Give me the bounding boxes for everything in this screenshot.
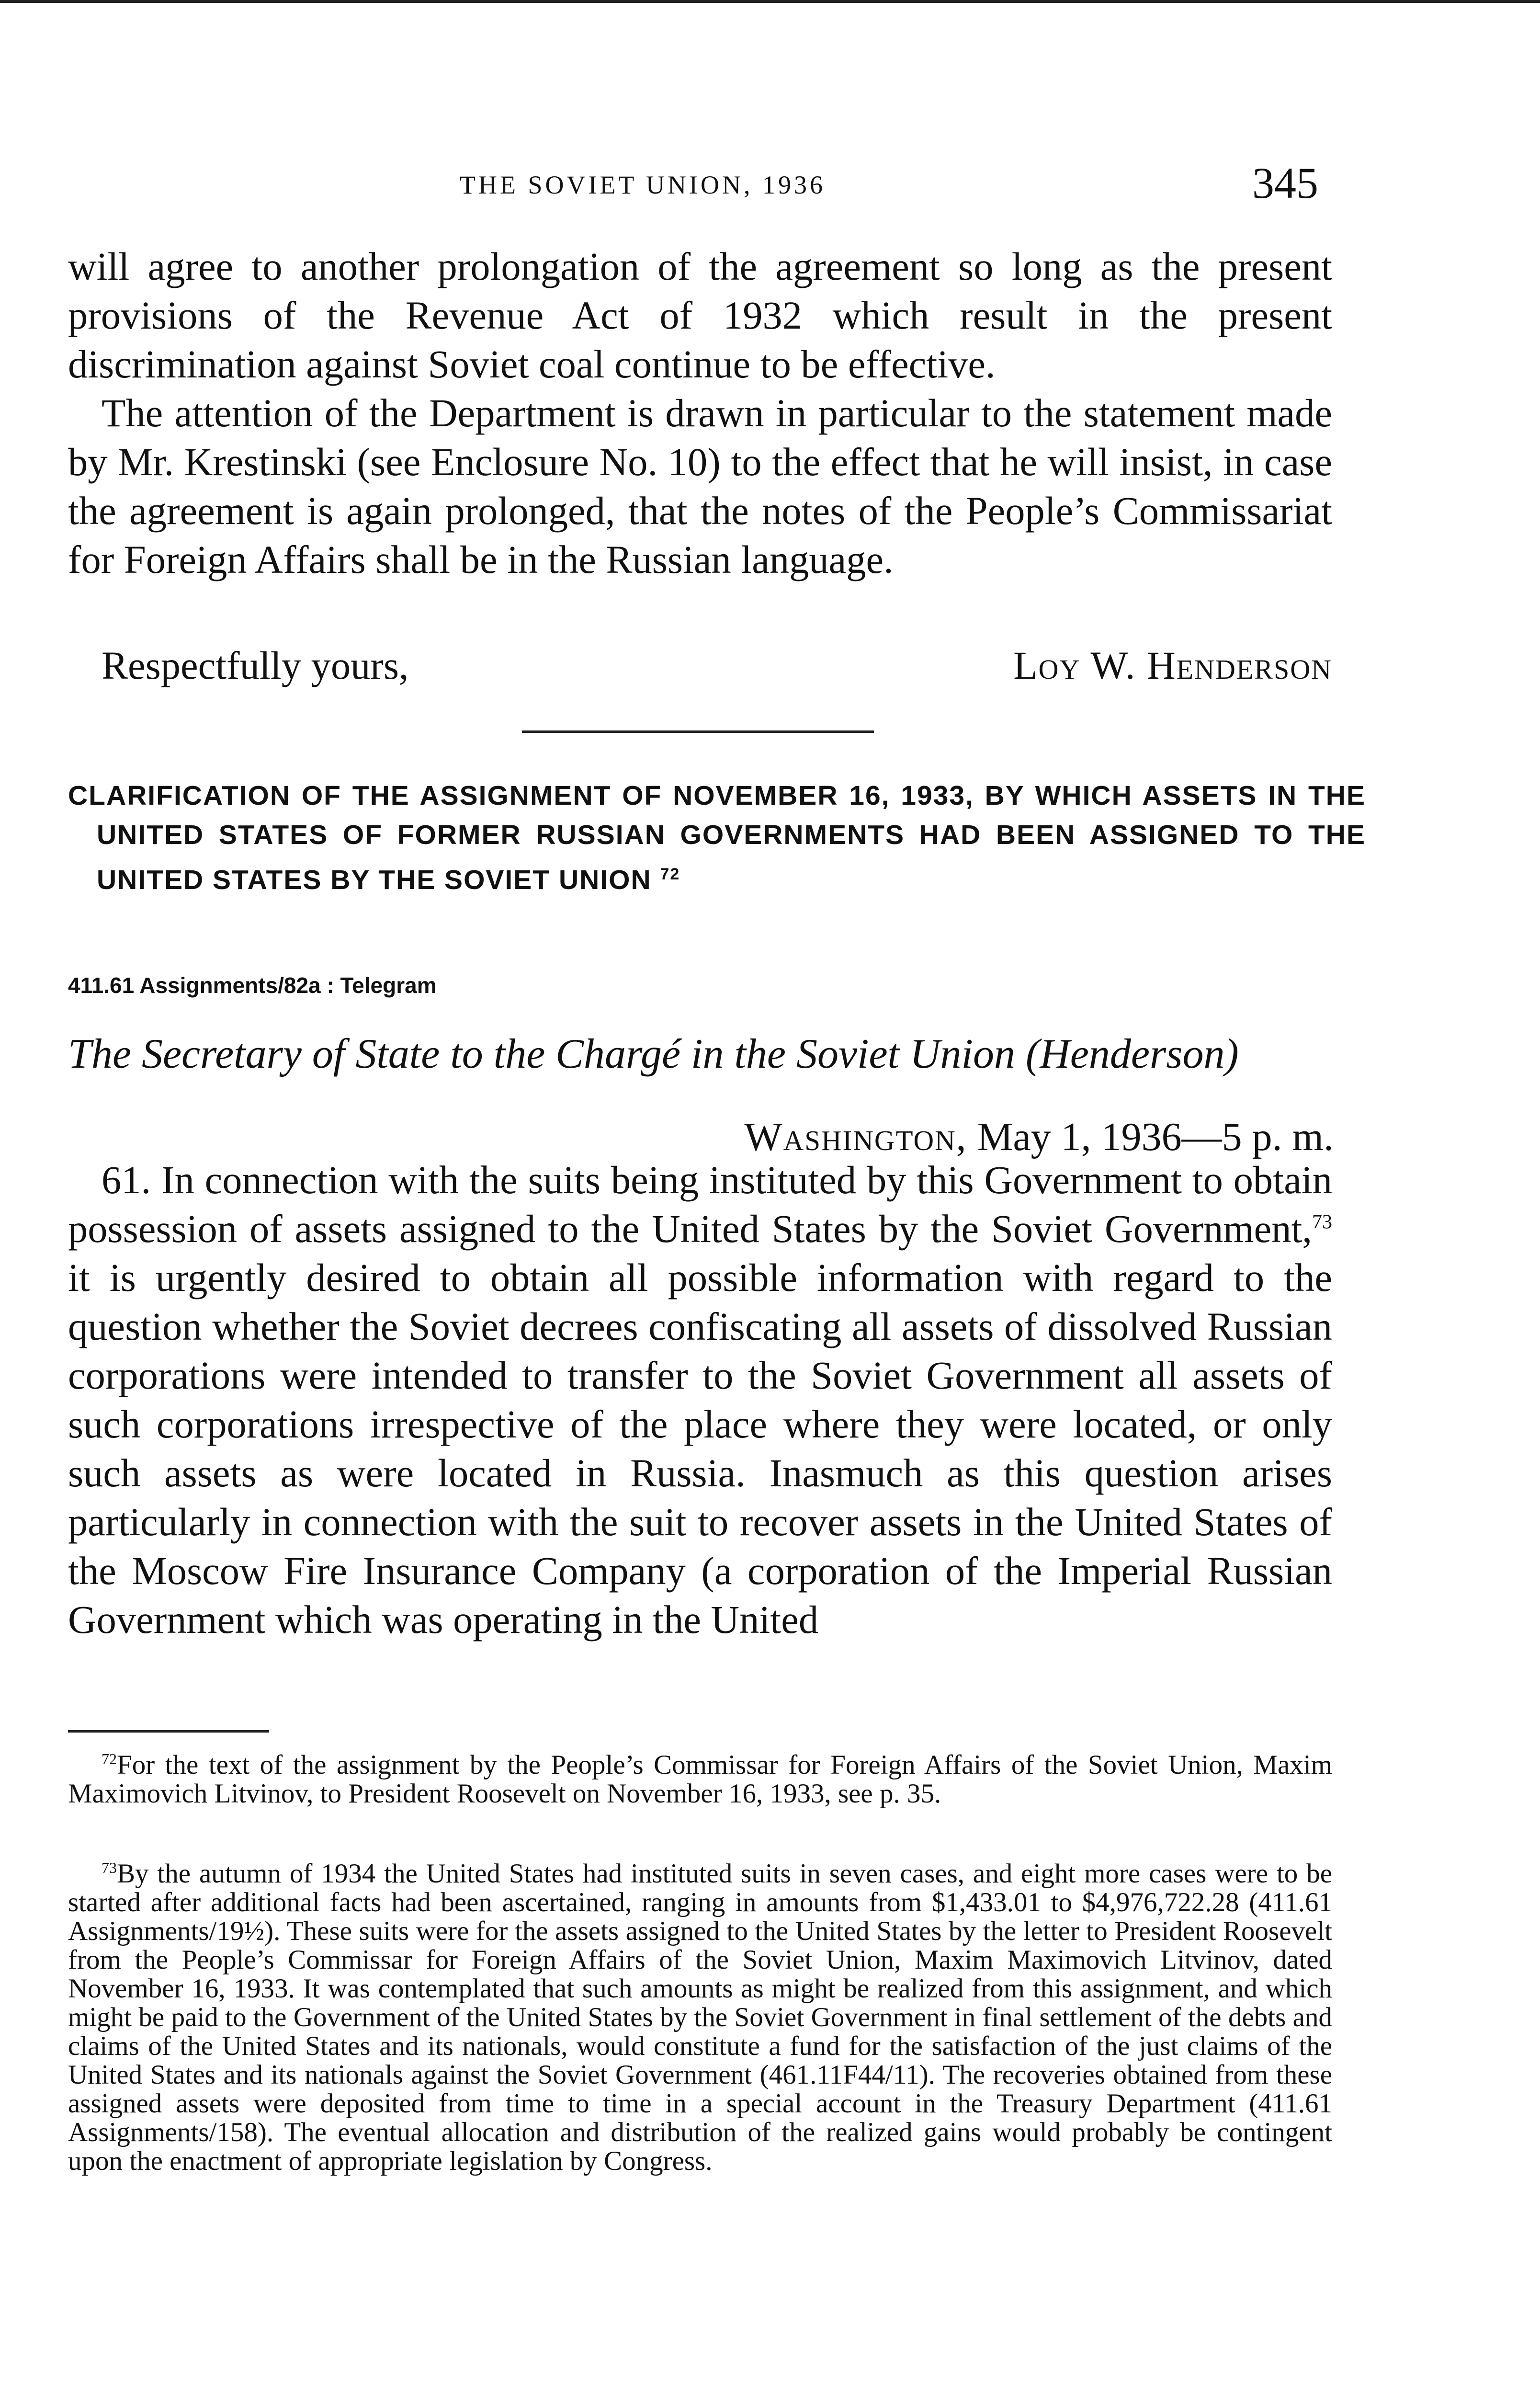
dateline-place: Washington,	[744, 1115, 967, 1159]
signature: Loy W. Henderson	[1013, 643, 1332, 687]
section-heading	[68, 776, 1366, 900]
telegram-body	[68, 1155, 1332, 1644]
footnote-number: 73	[102, 1859, 117, 1876]
footnote-text: By the autumn of 1934 the United States had instituted suits in seven cases, and eight more cases were to be started after additional facts had been ascertained, ranging in amounts from $1,433.01 to $4,976,722.28 (411.61 Assignments/19½). These suits were for the assets assigned to the United States by the letter to President Roosevelt from the People’s Commissar for Foreign Affairs of the Soviet Union, Maxim Maximovich Litvinov, dated November 16, 1933. It was contemplated that such amounts as might be realized from this assignment, and which might be paid to the Government of the United States by the Soviet Government in final settlement of the debts and claims of the United States and its nationals, would constitute a fund for the satisfaction of the just claims of the United States and its nationals against the Soviet Government (461.11F44/11). The recoveries obtained from these assigned assets were deposited from time to time in a special account in the Treasury Department (411.61 Assignments/158). The eventual allocation and distribution of the realized gains would probably be contingent upon the enactment of appropriate legislation by Congress.	[68, 1859, 1332, 2176]
top-border-rule	[0, 0, 1540, 3]
dateline	[690, 1114, 1334, 1160]
running-title: THE SOVIET UNION, 1936	[460, 171, 826, 199]
footnote-73	[68, 1859, 1332, 2176]
footnote-rule	[68, 1730, 269, 1733]
footnote-text: For the text of the assignment by the People’s Commissar for Foreign Affairs of the Soviet Union, Maxim Maximovich Litvinov, to President Roosevelt on November 16, 1933, see p. 35.	[68, 1750, 1332, 1809]
telegram-footnote-ref: 73	[1312, 1211, 1332, 1233]
paragraph-continuation: will agree to another prolongation of the agreement so long as the present provisions of the Revenue Act of 1932 which result in the present discrimination against Soviet coal continue to be effective.	[68, 244, 1332, 386]
telegram-text-part1: 61. In connection with the suits being instituted by this Government to obtain possession of assets assigned to the United States by the Soviet Government,	[68, 1158, 1332, 1251]
letter-closing	[68, 637, 1332, 689]
section-heading-text: CLARIFICATION OF THE ASSIGNMENT OF NOVEMBER 16, 1933, BY WHICH ASSETS IN THE UNITED STATES OF FORMER RUSSIAN GOVERNMENTS HAD BEEN ASSIGNED TO THE UNITED STATES BY THE SOVIET UNION	[68, 780, 1366, 895]
section-divider	[522, 730, 874, 733]
file-reference: 411.61 Assignments/82a : Telegram	[68, 973, 437, 998]
running-header	[0, 160, 1540, 208]
footnote-number: 72	[102, 1750, 117, 1768]
telegram-text-part2: it is urgently desired to obtain all possible information with regard to the question whether the Soviet decrees confiscating all assets of dissolved Russian corporations were intended to transfer to the Soviet Government all assets of such corporations irrespective of the place where they were located, or only such assets as were located in Russia. Inasmuch as this question arises particularly in connection with the suit to recover assets in the United States of the Moscow Fire Insurance Company (a corporation of the Imperial Russian Government which was operating in the United	[68, 1255, 1332, 1642]
heading-footnote-ref: 72	[660, 865, 680, 883]
dateline-time: May 1, 1936—5 p. m.	[977, 1115, 1334, 1159]
footnote-72	[68, 1751, 1332, 1808]
document-title: The Secretary of State to the Chargé in the Soviet Union (Henderson)	[68, 1031, 1239, 1077]
page-number: 345	[1252, 159, 1318, 207]
salutation: Respectfully yours,	[102, 643, 409, 687]
paragraph-krestinski: The attention of the Department is drawn in particular to the statement made by Mr. Krestinski (see Enclosure No. 10) to the effect that he will insist, in case the agreement is again prolonged, that the notes of the People’s Commissariat for Foreign Affairs shall be in the Russian language.	[68, 391, 1332, 582]
